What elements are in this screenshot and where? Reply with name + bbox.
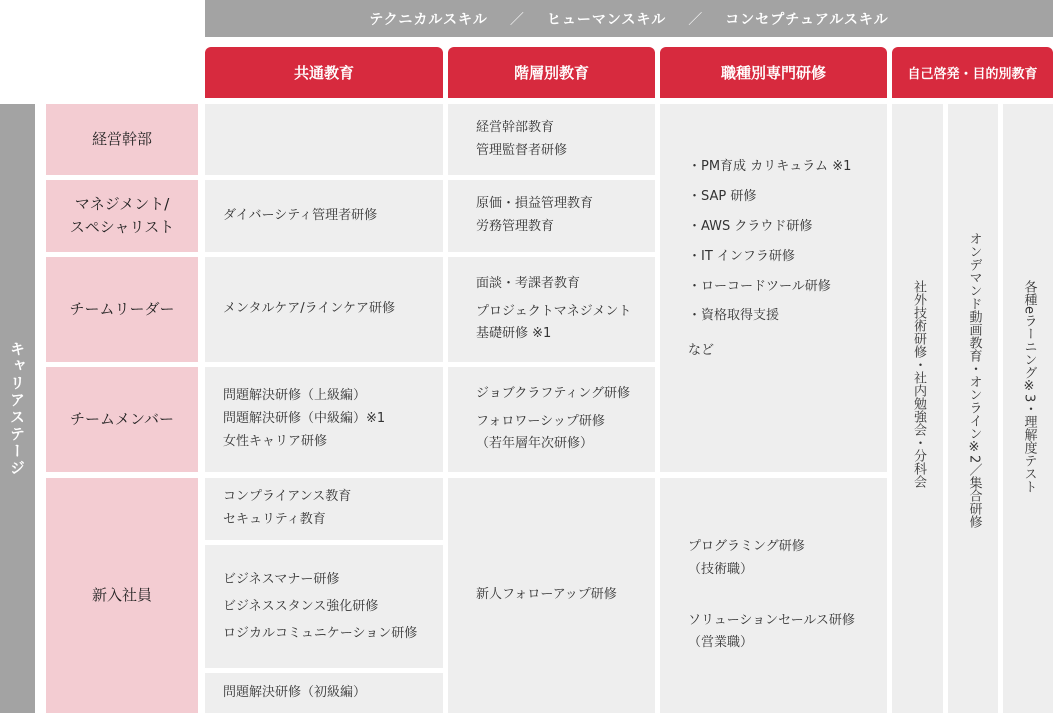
self-dev-column-3	[1003, 104, 1053, 713]
stage-management	[46, 180, 198, 252]
skill-category-bar	[205, 0, 1053, 37]
course-item: 基礎研修 ※1	[476, 326, 552, 342]
skill-conceptual: コンセプチュアルスキル	[725, 11, 889, 28]
common-team-leader-cell	[205, 257, 443, 362]
course-item: ・IT インフラ研修	[688, 248, 795, 264]
course-item: メンタルケア/ラインケア研修	[223, 301, 395, 317]
stage-label: 経営幹部	[91, 129, 152, 148]
skill-technical: テクニカルスキル	[369, 11, 488, 28]
self-dev-text: 各種eラーニング※3・理解度テスト	[1021, 280, 1037, 494]
common-new-hire-cell-1	[205, 478, 443, 540]
header-job-specific-training: 職種別専門研修	[660, 47, 887, 98]
skill-separator: ／	[688, 11, 704, 28]
course-item: 経営幹部教育	[476, 119, 555, 135]
common-new-hire-cell-3	[205, 673, 443, 713]
self-dev-column-2	[948, 104, 998, 713]
course-item: 女性キャリア研修	[223, 433, 328, 449]
course-item: 問題解決研修（上級編）	[223, 388, 367, 404]
common-team-member-cell	[205, 367, 443, 472]
self-dev-column-1	[892, 104, 943, 713]
stage-label: チームメンバー	[70, 409, 174, 428]
course-item: ジョブクラフティング研修	[476, 385, 631, 401]
course-item: ロジカルコミュニケーション研修	[223, 626, 418, 642]
stage-label: チームリーダー	[69, 299, 175, 318]
self-dev-text: 社外技術研修・社内勉強会・分科会	[910, 280, 926, 488]
course-item: セキュリティ教育	[223, 512, 326, 527]
course-item: ビジネススタンス強化研修	[223, 598, 379, 614]
course-item: （営業職）	[688, 635, 754, 651]
stage-team-leader	[46, 257, 198, 362]
course-item: （若年層年次研修）	[476, 436, 594, 452]
course-item: 原価・損益管理教育	[476, 196, 594, 212]
course-item: ・SAP 研修	[688, 188, 757, 204]
course-etc: など	[688, 343, 715, 359]
stage-label: マネジメント/	[74, 194, 170, 213]
course-item: 労務管理教育	[476, 219, 555, 234]
course-item: 新人フォローアップ研修	[476, 587, 617, 603]
course-item: ソリューションセールス研修	[688, 612, 855, 628]
tiered-management-cell	[448, 180, 655, 252]
course-item: ・資格取得支援	[688, 308, 780, 324]
header-common-education: 共通教育	[205, 47, 443, 98]
stage-label: 新入社員	[91, 585, 152, 604]
course-item: ビジネスマナー研修	[223, 571, 340, 587]
course-item: 問題解決研修（初級編）	[223, 684, 367, 700]
header-self-development: 自己啓発・目的別教育	[892, 47, 1053, 98]
job-specific-lower-cell	[660, 478, 887, 713]
tiered-new-hire-cell	[448, 478, 655, 713]
course-item: ・PM育成 カリキュラム ※1	[688, 159, 852, 174]
skill-human: ヒューマンスキル	[546, 11, 667, 28]
course-item: フォロワーシップ研修	[476, 413, 605, 429]
tiered-team-member-cell	[448, 367, 655, 472]
header-tiered-education: 階層別教育	[448, 47, 655, 98]
course-item: ・AWS クラウド研修	[688, 218, 813, 234]
tiered-executive-cell	[448, 104, 655, 175]
common-management-cell	[205, 180, 443, 252]
course-item: ・ローコードツール研修	[688, 278, 831, 294]
spacer	[688, 582, 887, 610]
course-item: 面談・考課者教育	[476, 275, 581, 291]
stage-executive	[46, 104, 198, 175]
stage-new-hire	[46, 478, 198, 713]
self-dev-text: オンデマンド動画教育・オンライン※2／集合研修	[966, 232, 982, 529]
stage-team-member	[46, 367, 198, 472]
course-item: ダイバーシティ管理者研修	[223, 207, 378, 223]
tiered-team-leader-cell	[448, 257, 655, 362]
career-stage-label: キャリアステージ	[0, 104, 35, 713]
job-specific-upper-cell	[660, 104, 887, 472]
course-item: （技術職）	[688, 561, 754, 577]
stage-label: スペシャリスト	[69, 218, 175, 236]
common-new-hire-cell-2	[205, 545, 443, 668]
common-executive-cell	[205, 104, 443, 175]
course-item: プロジェクトマネジメント	[476, 303, 632, 319]
skill-separator: ／	[509, 11, 525, 28]
course-item: コンプライアンス教育	[223, 489, 352, 505]
course-item: 問題解決研修（中級編）※1	[223, 411, 386, 427]
course-item: 管理監督者研修	[476, 142, 568, 158]
course-item: プログラミング研修	[688, 539, 805, 554]
